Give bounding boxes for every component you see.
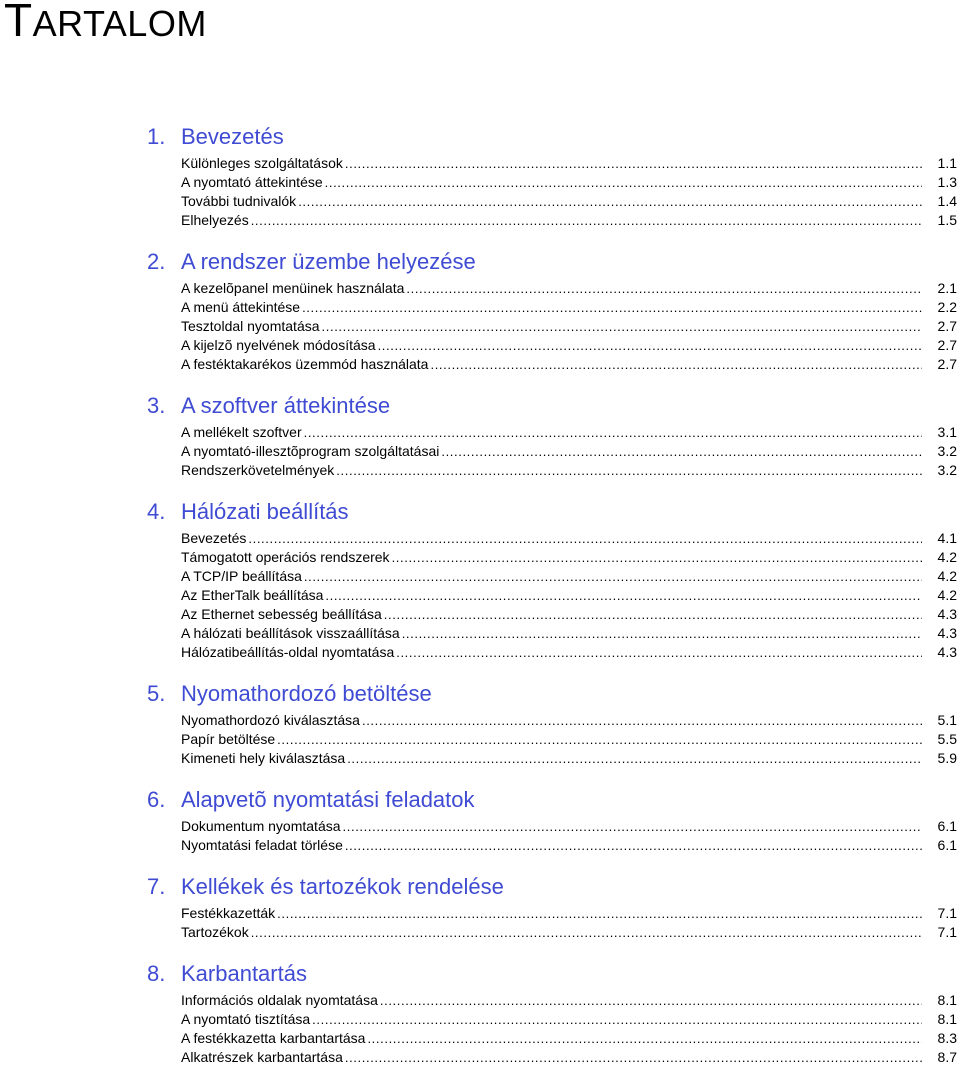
chapter-heading[interactable] xyxy=(0,497,960,527)
dot-leader xyxy=(304,423,922,442)
toc-entry[interactable] xyxy=(181,154,960,173)
toc-entry-page: 1.4 xyxy=(937,193,957,209)
dot-leader xyxy=(343,817,922,836)
toc-entry-page: 2.1 xyxy=(937,280,957,296)
chapter-number: 2. xyxy=(147,249,166,274)
toc-entry[interactable] xyxy=(181,643,960,662)
toc-entry-label: Elhelyezés xyxy=(181,212,249,228)
dot-leader xyxy=(298,192,922,211)
toc-entry-page: 3.1 xyxy=(937,424,957,440)
chapter-heading[interactable] xyxy=(0,391,960,421)
toc-entry-page: 4.1 xyxy=(937,530,957,546)
toc-entry-page: 4.3 xyxy=(937,606,957,622)
chapter-spacer xyxy=(0,662,960,679)
toc-entry-page: 7.1 xyxy=(937,924,957,940)
dot-leader xyxy=(248,529,922,548)
toc-chapter xyxy=(0,872,960,959)
chapter-number: 8. xyxy=(147,961,166,986)
toc-entry-page: 4.2 xyxy=(937,549,957,565)
toc-entry-label: A festéktakarékos üzemmód használata xyxy=(181,356,429,372)
toc-entry-page: 6.1 xyxy=(937,837,957,853)
toc-entry-label: Támogatott operációs rendszerek xyxy=(181,549,390,565)
toc-entry[interactable] xyxy=(181,711,960,730)
toc-entry-label: Festékkazetták xyxy=(181,905,276,921)
toc-entry[interactable] xyxy=(181,317,960,336)
dot-leader xyxy=(277,904,922,923)
page-title xyxy=(4,0,207,46)
toc-entry[interactable] xyxy=(181,192,960,211)
chapter-entries xyxy=(0,154,960,230)
toc-entry-page: 6.1 xyxy=(937,818,957,834)
toc-chapter xyxy=(0,959,960,1067)
dot-leader xyxy=(362,711,922,730)
dot-leader xyxy=(277,730,922,749)
chapter-title: A rendszer üzembe helyezése xyxy=(181,249,476,274)
toc-entry-label: További tudnivalók xyxy=(181,193,297,209)
toc-entry-page: 5.1 xyxy=(937,712,957,728)
toc-entry-label: Bevezetés xyxy=(181,530,247,546)
chapter-heading[interactable] xyxy=(0,679,960,709)
dot-leader xyxy=(304,567,922,586)
toc-entry[interactable] xyxy=(181,749,960,768)
chapter-title: Nyomathordozó betöltése xyxy=(181,681,432,706)
toc-entry-page: 8.1 xyxy=(937,992,957,1008)
toc-entry-label: A TCP/IP beállítása xyxy=(181,568,302,584)
toc-chapter xyxy=(0,679,960,785)
toc-entry[interactable] xyxy=(181,586,960,605)
toc-entry-label: Az Ethernet sebesség beállítása xyxy=(181,606,382,622)
toc-entry-label: A kijelzõ nyelvének módosítása xyxy=(181,337,376,353)
toc-entry[interactable] xyxy=(181,624,960,643)
chapter-heading[interactable] xyxy=(0,872,960,902)
toc-entry-page: 8.7 xyxy=(937,1049,957,1065)
dot-leader xyxy=(345,836,922,855)
toc-entry[interactable] xyxy=(181,529,960,548)
toc-entry[interactable] xyxy=(181,1048,960,1067)
toc-entry-label: A nyomtató áttekintése xyxy=(181,174,323,190)
toc-entry[interactable] xyxy=(181,1010,960,1029)
chapter-heading[interactable] xyxy=(0,959,960,989)
dot-leader xyxy=(380,991,922,1010)
toc-entry[interactable] xyxy=(181,336,960,355)
toc-entry-page: 8.1 xyxy=(937,1011,957,1027)
toc-entry-label: Papír betöltése xyxy=(181,731,276,747)
dot-leader xyxy=(251,923,922,942)
toc-entry[interactable] xyxy=(181,548,960,567)
toc-entry-page: 2.7 xyxy=(937,356,957,372)
dot-leader xyxy=(345,1048,922,1067)
toc-entry-page: 2.7 xyxy=(937,337,957,353)
dot-leader xyxy=(378,336,922,355)
toc-entry-page: 1.1 xyxy=(937,155,957,171)
toc-entry-page: 2.2 xyxy=(937,299,957,315)
toc-entry-label: Nyomathordozó kiválasztása xyxy=(181,712,360,728)
chapter-number: 7. xyxy=(147,874,166,899)
dot-leader xyxy=(325,173,922,192)
chapter-entries xyxy=(0,904,960,942)
toc-entry-label: A nyomtató tisztítása xyxy=(181,1011,311,1027)
toc-chapter xyxy=(0,497,960,679)
chapter-entries xyxy=(0,279,960,374)
toc-entry-label: Az EtherTalk beállítása xyxy=(181,587,324,603)
toc-entry-label: Tartozékok xyxy=(181,924,249,940)
toc-entry-label: Rendszerkövetelmények xyxy=(181,462,335,478)
page-title-rest: ARTALOM xyxy=(32,3,207,44)
toc-chapter xyxy=(0,122,960,247)
dot-leader xyxy=(325,586,922,605)
toc-entry-page: 7.1 xyxy=(937,905,957,921)
toc-entry[interactable] xyxy=(181,442,960,461)
chapter-spacer xyxy=(0,942,960,959)
chapter-number: 5. xyxy=(147,681,166,706)
dot-leader xyxy=(392,548,922,567)
chapter-entries xyxy=(0,529,960,662)
chapter-heading[interactable] xyxy=(0,122,960,152)
toc-chapter xyxy=(0,785,960,872)
toc-entry-page: 5.9 xyxy=(937,750,957,766)
chapter-title: Bevezetés xyxy=(181,124,284,149)
toc-entry-page: 4.2 xyxy=(937,587,957,603)
toc-entry-label: A kezelõpanel menüinek használata xyxy=(181,280,405,296)
toc-entry-page: 3.2 xyxy=(937,462,957,478)
toc-entry-label: A festékkazetta karbantartása xyxy=(181,1030,366,1046)
toc-entry-page: 4.3 xyxy=(937,625,957,641)
dot-leader xyxy=(302,298,922,317)
toc-entry[interactable] xyxy=(181,605,960,624)
dot-leader xyxy=(312,1010,922,1029)
chapter-entries xyxy=(0,817,960,855)
dot-leader xyxy=(347,749,922,768)
toc-entry[interactable] xyxy=(181,1029,960,1048)
chapter-entries xyxy=(0,423,960,480)
toc-entry-label: A nyomtató-illesztõprogram szolgáltatásai xyxy=(181,443,440,459)
toc-entry-label: Tesztoldal nyomtatása xyxy=(181,318,320,334)
toc-entry-label: Nyomtatási feladat törlése xyxy=(181,837,343,853)
chapter-number: 3. xyxy=(147,393,166,418)
chapter-title: A szoftver áttekintése xyxy=(181,393,391,418)
chapter-spacer xyxy=(0,768,960,785)
table-of-contents xyxy=(0,122,960,1067)
toc-entry[interactable] xyxy=(181,298,960,317)
toc-entry-label: A hálózati beállítások visszaállítása xyxy=(181,625,400,641)
toc-entry-label: A menü áttekintése xyxy=(181,299,301,315)
chapter-heading[interactable] xyxy=(0,785,960,815)
toc-entry[interactable] xyxy=(181,904,960,923)
dot-leader xyxy=(251,211,922,230)
chapter-title: Hálózati beállítás xyxy=(181,499,349,524)
chapter-entries xyxy=(0,711,960,768)
toc-entry[interactable] xyxy=(181,836,960,855)
toc-entry-page: 8.3 xyxy=(937,1030,957,1046)
dot-leader xyxy=(367,1029,922,1048)
toc-entry-page: 4.2 xyxy=(937,568,957,584)
page-title-initial: T xyxy=(4,0,33,46)
dot-leader xyxy=(322,317,922,336)
toc-entry[interactable] xyxy=(181,461,960,480)
toc-chapter xyxy=(0,247,960,391)
chapter-title: Alapvetõ nyomtatási feladatok xyxy=(181,787,475,812)
toc-chapter xyxy=(0,391,960,497)
toc-entry-label: Különleges szolgáltatások xyxy=(181,155,343,171)
toc-entry-label: Alkatrészek karbantartása xyxy=(181,1049,343,1065)
chapter-spacer xyxy=(0,480,960,497)
toc-entry-page: 1.5 xyxy=(937,212,957,228)
toc-entry[interactable] xyxy=(181,279,960,298)
toc-entry-page: 2.7 xyxy=(937,318,957,334)
dot-leader xyxy=(441,442,922,461)
toc-entry[interactable] xyxy=(181,730,960,749)
toc-entry-label: Információs oldalak nyomtatása xyxy=(181,992,378,1008)
toc-entry-label: Hálózatibeállítás-oldal nyomtatása xyxy=(181,644,395,660)
toc-entry-page: 5.5 xyxy=(937,731,957,747)
dot-leader xyxy=(384,605,922,624)
toc-entry-page: 3.2 xyxy=(937,443,957,459)
chapter-number: 6. xyxy=(147,787,166,812)
dot-leader xyxy=(406,279,922,298)
chapter-entries xyxy=(0,991,960,1067)
dot-leader xyxy=(396,643,922,662)
chapter-heading[interactable] xyxy=(0,247,960,277)
toc-entry-page: 1.3 xyxy=(937,174,957,190)
chapter-spacer xyxy=(0,855,960,872)
toc-entry[interactable] xyxy=(181,211,960,230)
toc-entry[interactable] xyxy=(181,567,960,586)
chapter-title: Kellékek és tartozékok rendelése xyxy=(181,874,504,899)
chapter-number: 1. xyxy=(147,124,166,149)
toc-entry-label: A mellékelt szoftver xyxy=(181,424,302,440)
toc-entry[interactable] xyxy=(181,817,960,836)
toc-entry[interactable] xyxy=(181,355,960,374)
dot-leader xyxy=(402,624,922,643)
chapter-spacer xyxy=(0,230,960,247)
toc-entry-page: 4.3 xyxy=(937,644,957,660)
toc-entry[interactable] xyxy=(181,991,960,1010)
toc-entry[interactable] xyxy=(181,923,960,942)
dot-leader xyxy=(345,154,922,173)
chapter-spacer xyxy=(0,374,960,391)
toc-entry-label: Dokumentum nyomtatása xyxy=(181,818,341,834)
dot-leader xyxy=(336,461,922,480)
chapter-number: 4. xyxy=(147,499,166,524)
toc-entry-label: Kimeneti hely kiválasztása xyxy=(181,750,346,766)
toc-entry[interactable] xyxy=(181,423,960,442)
toc-entry[interactable] xyxy=(181,173,960,192)
chapter-title: Karbantartás xyxy=(181,961,307,986)
dot-leader xyxy=(430,355,922,374)
